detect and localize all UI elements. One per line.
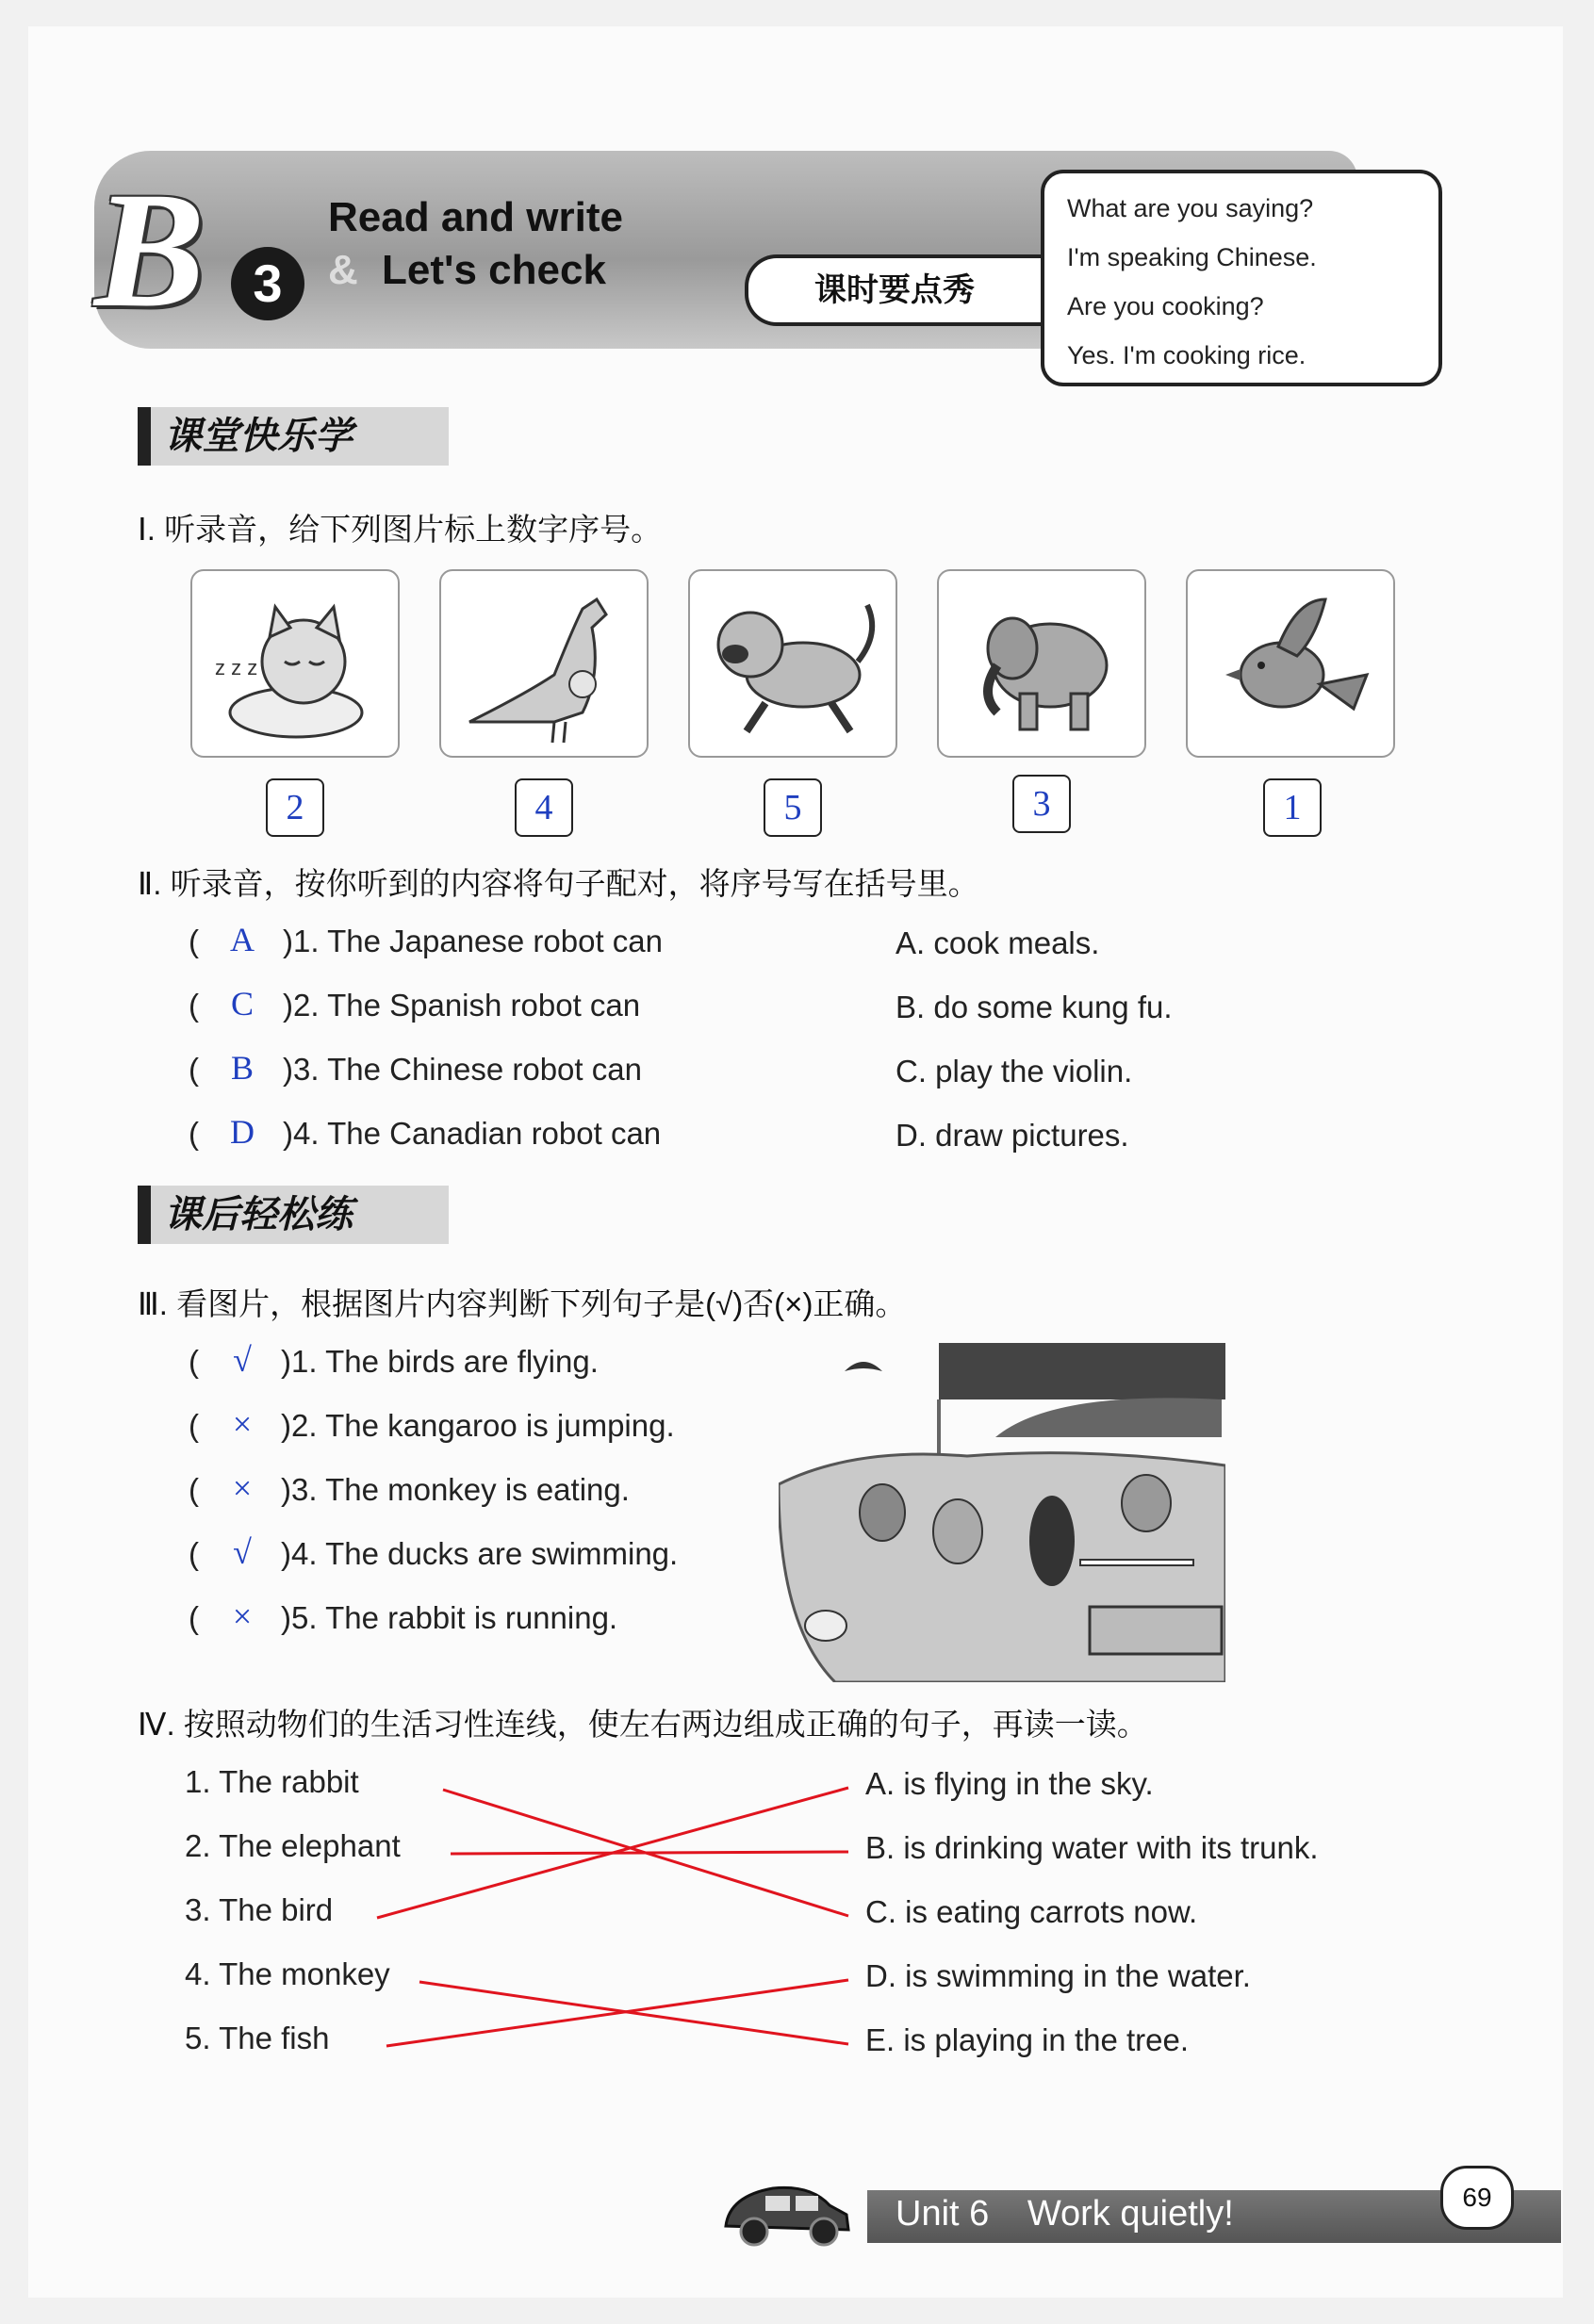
section-label-class: 课堂快乐学 — [138, 407, 449, 466]
open-paren: ( — [189, 1344, 199, 1379]
lesson-title-line2: Let's check — [382, 247, 606, 293]
q3-answer[interactable]: × — [232, 1405, 253, 1443]
svg-text:z z z: z z z — [215, 656, 258, 679]
q2-sentence: )4. The Canadian robot can — [283, 1116, 662, 1151]
match-line — [451, 1852, 848, 1854]
q2-answer[interactable]: A — [230, 921, 255, 958]
q2-sentence: )3. The Chinese robot can — [283, 1052, 642, 1087]
answer-box[interactable]: 3 — [1012, 775, 1071, 833]
match-right-item: B. is drinking water with its trunk. — [865, 1830, 1319, 1865]
open-paren: ( — [189, 988, 199, 1023]
q2-answer[interactable]: D — [230, 1113, 255, 1151]
q1-heading: Ⅰ. 听录音，给下列图片标上数字序号。 — [138, 512, 663, 547]
q3-sentence: )5. The rabbit is running. — [281, 1600, 618, 1635]
q2-option: A. cook meals. — [896, 925, 1100, 960]
lesson-title-amp: & — [328, 247, 358, 293]
key-point: Are you cooking? — [1067, 292, 1264, 320]
match-line — [386, 1980, 848, 2046]
lesson-title-line1: Read and write — [328, 194, 623, 240]
match-right-item: D. is swimming in the water. — [865, 1958, 1251, 1993]
q2-answer[interactable]: B — [230, 1049, 254, 1087]
q2-sentence: )1. The Japanese robot can — [283, 924, 663, 958]
q3-sentence: )1. The birds are flying. — [281, 1344, 599, 1379]
q2-heading: Ⅱ. 听录音，按你听到的内容将句子配对，将序号写在括号里。 — [138, 866, 979, 901]
key-point: Yes. I'm cooking rice. — [1067, 341, 1306, 369]
key-point: I'm speaking Chinese. — [1067, 243, 1317, 271]
lesson-letter: B — [94, 158, 205, 342]
q2-option: B. do some kung fu. — [896, 990, 1173, 1024]
answer-box[interactable]: 5 — [764, 778, 822, 837]
q3-sentence: )2. The kangaroo is jumping. — [281, 1408, 675, 1443]
q3-heading: Ⅲ. 看图片，根据图片内容判断下列句子是(√)否(×)正确。 — [138, 1286, 907, 1321]
open-paren: ( — [189, 1408, 199, 1443]
q3-answer[interactable]: √ — [233, 1341, 252, 1379]
q2-answer[interactable]: C — [230, 985, 254, 1023]
lesson-number: 3 — [231, 247, 304, 320]
q2-option: D. draw pictures. — [896, 1118, 1129, 1153]
unit-title: Work quietly! — [1027, 2194, 1234, 2234]
q2-option: C. play the violin. — [896, 1054, 1133, 1088]
open-paren: ( — [189, 1052, 199, 1087]
open-paren: ( — [189, 924, 199, 958]
q3-sentence: )4. The ducks are swimming. — [281, 1536, 679, 1571]
section-label-practice: 课后轻松练 — [138, 1186, 449, 1244]
match-left-item: 1. The rabbit — [185, 1764, 359, 1799]
page-number: 69 — [1440, 2166, 1514, 2230]
unit-label: Unit 6 — [896, 2194, 990, 2234]
q3-answer[interactable]: × — [232, 1597, 253, 1635]
match-right-item: C. is eating carrots now. — [865, 1894, 1198, 1929]
answer-box[interactable]: 1 — [1263, 778, 1322, 837]
open-paren: ( — [189, 1472, 199, 1507]
match-left-item: 5. The fish — [185, 2021, 330, 2055]
q4-heading: Ⅳ. 按照动物们的生活习性连线，使左右两边组成正确的句子，再读一读。 — [138, 1707, 1148, 1742]
open-paren: ( — [189, 1536, 199, 1571]
match-right-item: A. is flying in the sky. — [865, 1766, 1154, 1801]
match-left-item: 2. The elephant — [185, 1828, 401, 1863]
answer-box[interactable]: 2 — [266, 778, 324, 837]
match-left-item: 4. The monkey — [185, 1956, 390, 1991]
key-point: What are you saying? — [1067, 194, 1314, 222]
footer-title — [896, 2194, 1234, 2234]
car-icon — [716, 2168, 858, 2252]
q3-answer[interactable]: × — [232, 1469, 253, 1507]
open-paren: ( — [189, 1600, 199, 1635]
key-points-tab: 课时要点秀 — [745, 254, 1041, 326]
q3-sentence: )3. The monkey is eating. — [281, 1472, 630, 1507]
answer-box[interactable]: 4 — [515, 778, 573, 837]
match-right-item: E. is playing in the tree. — [865, 2022, 1190, 2057]
match-left-item: 3. The bird — [185, 1892, 334, 1927]
q2-sentence: )2. The Spanish robot can — [283, 988, 641, 1023]
open-paren: ( — [189, 1116, 199, 1151]
q3-answer[interactable]: √ — [233, 1533, 252, 1571]
match-line — [419, 1982, 848, 2044]
